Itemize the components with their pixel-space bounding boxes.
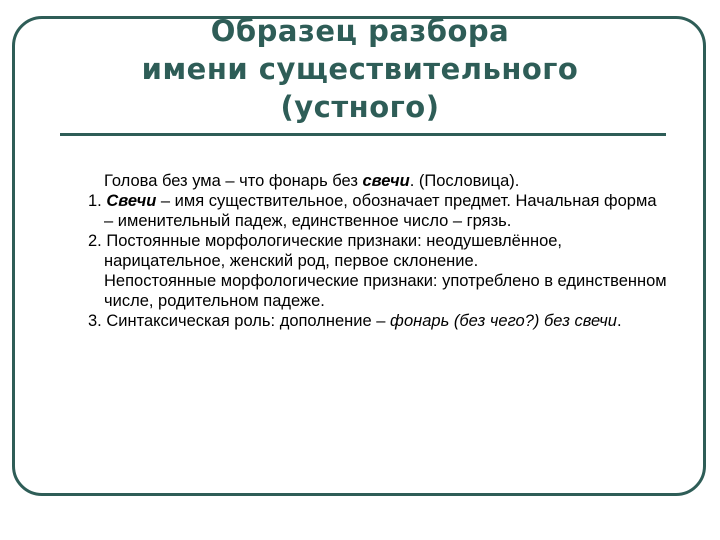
- title-divider: [60, 133, 666, 136]
- item-1-text: – имя существительное, обозначает предмет. Начальная форма – именительный падеж, единственное число – грязь.: [104, 192, 657, 230]
- item-2-variable: Непостоянные морфологические признаки: употреблено в единственном числе, родительном падеже.: [104, 272, 667, 310]
- analysis-body: [88, 171, 668, 331]
- title-line-1: Образец разбора: [210, 14, 510, 48]
- item-1: [88, 191, 668, 231]
- proverb-pre: Голова без ума – что фонарь без: [104, 172, 363, 190]
- title-line-3: (устного): [280, 90, 440, 124]
- item-1-word: Свечи: [106, 192, 157, 210]
- proverb-post: . (Пословица).: [409, 172, 520, 190]
- item-3-post: .: [616, 312, 622, 330]
- slide-title: [90, 12, 630, 126]
- title-line-2: имени существительного: [141, 52, 579, 86]
- item-3-pre: 3. Синтаксическая роль: дополнение –: [88, 312, 391, 330]
- proverb-line: [88, 171, 668, 191]
- item-2: 2. Постоянные морфологические признаки: неодушевлённое, нарицательное, женский род, первое склонение.: [88, 232, 563, 270]
- proverb-word: свечи: [362, 172, 410, 190]
- item-1-number: 1.: [88, 192, 107, 210]
- item-3-italic: фонарь (без чего?) без свечи: [390, 312, 617, 330]
- item-3: [88, 311, 668, 331]
